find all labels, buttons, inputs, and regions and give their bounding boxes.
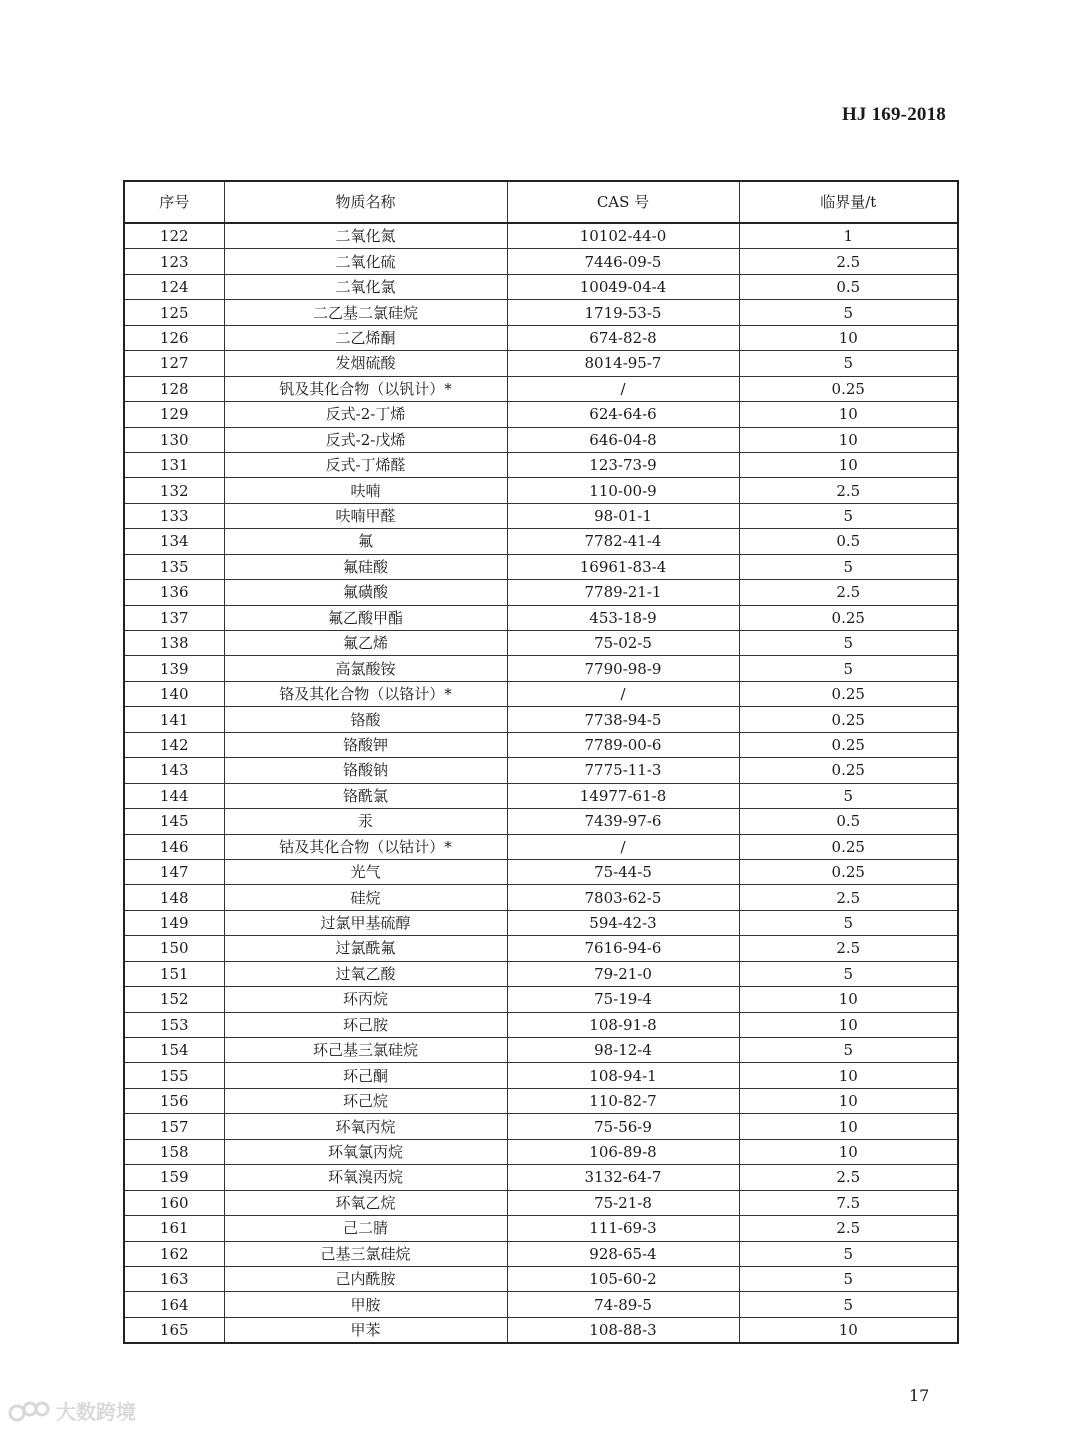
cell-cas-number: 594-42-3 [507, 910, 739, 935]
cell-index: 145 [124, 809, 224, 834]
cell-cas-number: 108-91-8 [507, 1012, 739, 1037]
cell-index: 126 [124, 325, 224, 350]
cell-cas-number: 10102-44-0 [507, 223, 739, 249]
cell-cas-number: / [507, 376, 739, 401]
cell-index: 163 [124, 1266, 224, 1291]
cell-index: 129 [124, 402, 224, 427]
table-row [124, 834, 958, 859]
cell-substance-name: 呋喃甲醛 [224, 503, 507, 528]
table-row [124, 376, 958, 401]
cell-cas-number: 10049-04-4 [507, 274, 739, 299]
cell-threshold: 5 [739, 1241, 958, 1266]
cell-index: 165 [124, 1317, 224, 1343]
cell-index: 143 [124, 758, 224, 783]
table-row [124, 605, 958, 630]
cell-index: 128 [124, 376, 224, 401]
cell-substance-name: 环己烷 [224, 1088, 507, 1113]
cell-index: 133 [124, 503, 224, 528]
cell-index: 164 [124, 1292, 224, 1317]
cell-cas-number: 7775-11-3 [507, 758, 739, 783]
table-row [124, 503, 958, 528]
column-header-index: 序号 [124, 181, 224, 223]
table-row [124, 325, 958, 350]
cell-index: 124 [124, 274, 224, 299]
cell-cas-number: / [507, 834, 739, 859]
cell-threshold: 10 [739, 452, 958, 477]
cell-cas-number: 7616-94-6 [507, 936, 739, 961]
table-row [124, 987, 958, 1012]
cell-threshold: 5 [739, 631, 958, 656]
table-row [124, 529, 958, 554]
cell-cas-number: 7789-00-6 [507, 732, 739, 757]
table-row [124, 554, 958, 579]
table-row [124, 249, 958, 274]
cell-index: 135 [124, 554, 224, 579]
cell-index: 136 [124, 580, 224, 605]
cell-cas-number: 928-65-4 [507, 1241, 739, 1266]
cell-threshold: 10 [739, 1139, 958, 1164]
cell-substance-name: 反式-2-丁烯 [224, 402, 507, 427]
cell-threshold: 5 [739, 1292, 958, 1317]
table-row [124, 223, 958, 249]
cell-threshold: 5 [739, 1266, 958, 1291]
cell-index: 160 [124, 1190, 224, 1215]
cell-substance-name: 过氧乙酸 [224, 961, 507, 986]
cell-substance-name: 己基三氯硅烷 [224, 1241, 507, 1266]
substance-table [123, 180, 959, 1344]
cell-substance-name: 氟 [224, 529, 507, 554]
cell-cas-number: 1719-53-5 [507, 300, 739, 325]
table-row [124, 452, 958, 477]
cell-substance-name: 铬酸 [224, 707, 507, 732]
cell-cas-number: 105-60-2 [507, 1266, 739, 1291]
cell-threshold: 0.25 [739, 758, 958, 783]
cell-threshold: 2.5 [739, 249, 958, 274]
cell-threshold: 0.25 [739, 834, 958, 859]
cell-substance-name: 环氧乙烷 [224, 1190, 507, 1215]
cell-cas-number: 7789-21-1 [507, 580, 739, 605]
cell-index: 132 [124, 478, 224, 503]
table-row [124, 274, 958, 299]
cell-threshold: 2.5 [739, 936, 958, 961]
table-row [124, 961, 958, 986]
cell-index: 157 [124, 1114, 224, 1139]
cell-substance-name: 过氯甲基硫醇 [224, 910, 507, 935]
cell-index: 150 [124, 936, 224, 961]
cell-substance-name: 铬酸钾 [224, 732, 507, 757]
cell-threshold: 0.25 [739, 707, 958, 732]
cell-cas-number: 74-89-5 [507, 1292, 739, 1317]
cell-substance-name: 氟硅酸 [224, 554, 507, 579]
cell-substance-name: 汞 [224, 809, 507, 834]
cell-index: 123 [124, 249, 224, 274]
table-row [124, 681, 958, 706]
cell-substance-name: 铬酸钠 [224, 758, 507, 783]
cell-threshold: 1 [739, 223, 958, 249]
cell-index: 159 [124, 1165, 224, 1190]
column-header-cas: CAS 号 [507, 181, 739, 223]
cell-index: 158 [124, 1139, 224, 1164]
cell-threshold: 10 [739, 987, 958, 1012]
table-row [124, 1063, 958, 1088]
cell-threshold: 2.5 [739, 1165, 958, 1190]
cell-cas-number: 111-69-3 [507, 1216, 739, 1241]
page-number: 17 [909, 1386, 930, 1405]
table-row [124, 478, 958, 503]
cell-index: 151 [124, 961, 224, 986]
cell-threshold: 0.25 [739, 376, 958, 401]
table-row [124, 1216, 958, 1241]
cell-cas-number: 453-18-9 [507, 605, 739, 630]
cell-index: 152 [124, 987, 224, 1012]
document-code: HJ 169-2018 [841, 104, 946, 125]
cell-threshold: 0.25 [739, 605, 958, 630]
cell-cas-number: 3132-64-7 [507, 1165, 739, 1190]
cell-cas-number: 75-21-8 [507, 1190, 739, 1215]
cell-substance-name: 钴及其化合物（以钴计）* [224, 834, 507, 859]
cell-threshold: 5 [739, 300, 958, 325]
cell-cas-number: 7738-94-5 [507, 707, 739, 732]
cell-substance-name: 二氧化氮 [224, 223, 507, 249]
cell-threshold: 10 [739, 1317, 958, 1343]
cell-substance-name: 甲苯 [224, 1317, 507, 1343]
cell-threshold: 10 [739, 1012, 958, 1037]
cell-cas-number: 7790-98-9 [507, 656, 739, 681]
cell-cas-number: 75-56-9 [507, 1114, 739, 1139]
cell-substance-name: 环丙烷 [224, 987, 507, 1012]
cell-index: 146 [124, 834, 224, 859]
cell-index: 161 [124, 1216, 224, 1241]
cell-substance-name: 光气 [224, 859, 507, 884]
table-row [124, 427, 958, 452]
cell-index: 154 [124, 1038, 224, 1063]
cell-threshold: 0.25 [739, 859, 958, 884]
cell-threshold: 5 [739, 783, 958, 808]
cell-cas-number: 16961-83-4 [507, 554, 739, 579]
cell-index: 122 [124, 223, 224, 249]
cell-index: 139 [124, 656, 224, 681]
table-row [124, 300, 958, 325]
cell-cas-number: 7446-09-5 [507, 249, 739, 274]
cell-threshold: 10 [739, 1114, 958, 1139]
table-row [124, 910, 958, 935]
brand-logo-icon [8, 1397, 52, 1425]
cell-cas-number: 75-19-4 [507, 987, 739, 1012]
cell-index: 138 [124, 631, 224, 656]
cell-cas-number: 110-82-7 [507, 1088, 739, 1113]
cell-cas-number: 108-94-1 [507, 1063, 739, 1088]
cell-index: 140 [124, 681, 224, 706]
cell-threshold: 5 [739, 1038, 958, 1063]
table-row [124, 732, 958, 757]
cell-index: 144 [124, 783, 224, 808]
cell-substance-name: 高氯酸铵 [224, 656, 507, 681]
cell-substance-name: 过氯酰氟 [224, 936, 507, 961]
cell-index: 153 [124, 1012, 224, 1037]
cell-substance-name: 环己胺 [224, 1012, 507, 1037]
cell-cas-number: 674-82-8 [507, 325, 739, 350]
cell-cas-number: / [507, 681, 739, 706]
table-row [124, 1190, 958, 1215]
cell-threshold: 5 [739, 910, 958, 935]
cell-index: 156 [124, 1088, 224, 1113]
cell-cas-number: 79-21-0 [507, 961, 739, 986]
cell-substance-name: 反式-2-戊烯 [224, 427, 507, 452]
table-row [124, 1012, 958, 1037]
table-row [124, 1292, 958, 1317]
cell-cas-number: 98-12-4 [507, 1038, 739, 1063]
cell-cas-number: 14977-61-8 [507, 783, 739, 808]
table-header [124, 181, 958, 223]
cell-index: 134 [124, 529, 224, 554]
cell-threshold: 10 [739, 402, 958, 427]
table-body [124, 223, 958, 1343]
table-row [124, 351, 958, 376]
cell-cas-number: 7803-62-5 [507, 885, 739, 910]
cell-cas-number: 624-64-6 [507, 402, 739, 427]
cell-substance-name: 环己酮 [224, 1063, 507, 1088]
cell-substance-name: 环氧溴丙烷 [224, 1165, 507, 1190]
table-row [124, 1266, 958, 1291]
table-row [124, 1038, 958, 1063]
cell-threshold: 10 [739, 427, 958, 452]
column-header-threshold: 临界量/t [739, 181, 958, 223]
cell-substance-name: 氟磺酸 [224, 580, 507, 605]
cell-threshold: 0.25 [739, 732, 958, 757]
table-row [124, 1317, 958, 1343]
cell-cas-number: 7439-97-6 [507, 809, 739, 834]
cell-substance-name: 环氧丙烷 [224, 1114, 507, 1139]
cell-cas-number: 108-88-3 [507, 1317, 739, 1343]
cell-index: 142 [124, 732, 224, 757]
cell-cas-number: 646-04-8 [507, 427, 739, 452]
cell-substance-name: 己二腈 [224, 1216, 507, 1241]
cell-substance-name: 硅烷 [224, 885, 507, 910]
watermark [8, 1396, 136, 1425]
cell-threshold: 5 [739, 656, 958, 681]
table-row [124, 656, 958, 681]
table-row [124, 580, 958, 605]
cell-threshold: 0.5 [739, 809, 958, 834]
cell-threshold: 0.5 [739, 274, 958, 299]
cell-index: 130 [124, 427, 224, 452]
watermark-text: 大数跨境 [56, 1400, 136, 1424]
cell-substance-name: 二氧化硫 [224, 249, 507, 274]
cell-substance-name: 环己基三氯硅烷 [224, 1038, 507, 1063]
cell-substance-name: 钒及其化合物（以钒计）* [224, 376, 507, 401]
cell-index: 127 [124, 351, 224, 376]
table-row [124, 783, 958, 808]
cell-substance-name: 铬酰氯 [224, 783, 507, 808]
cell-substance-name: 呋喃 [224, 478, 507, 503]
cell-threshold: 0.25 [739, 681, 958, 706]
cell-threshold: 5 [739, 351, 958, 376]
table-row [124, 1114, 958, 1139]
cell-threshold: 10 [739, 325, 958, 350]
cell-cas-number: 75-02-5 [507, 631, 739, 656]
table-row [124, 1139, 958, 1164]
cell-cas-number: 75-44-5 [507, 859, 739, 884]
cell-cas-number: 98-01-1 [507, 503, 739, 528]
cell-index: 131 [124, 452, 224, 477]
cell-substance-name: 氟乙酸甲酯 [224, 605, 507, 630]
table-row [124, 1165, 958, 1190]
cell-substance-name: 甲胺 [224, 1292, 507, 1317]
cell-threshold: 0.5 [739, 529, 958, 554]
table-row [124, 936, 958, 961]
cell-substance-name: 二氧化氯 [224, 274, 507, 299]
cell-threshold: 5 [739, 503, 958, 528]
table-row [124, 885, 958, 910]
cell-substance-name: 铬及其化合物（以铬计）* [224, 681, 507, 706]
cell-index: 162 [124, 1241, 224, 1266]
cell-threshold: 5 [739, 961, 958, 986]
cell-index: 155 [124, 1063, 224, 1088]
table-row [124, 1088, 958, 1113]
table-row [124, 631, 958, 656]
table-row [124, 859, 958, 884]
table-row [124, 758, 958, 783]
cell-substance-name: 反式-丁烯醛 [224, 452, 507, 477]
table-row [124, 707, 958, 732]
cell-cas-number: 8014-95-7 [507, 351, 739, 376]
table-row [124, 809, 958, 834]
cell-cas-number: 123-73-9 [507, 452, 739, 477]
cell-index: 141 [124, 707, 224, 732]
cell-index: 147 [124, 859, 224, 884]
cell-threshold: 10 [739, 1088, 958, 1113]
cell-index: 148 [124, 885, 224, 910]
cell-index: 125 [124, 300, 224, 325]
cell-threshold: 2.5 [739, 478, 958, 503]
cell-threshold: 2.5 [739, 1216, 958, 1241]
column-header-name: 物质名称 [224, 181, 507, 223]
cell-index: 149 [124, 910, 224, 935]
cell-cas-number: 110-00-9 [507, 478, 739, 503]
cell-threshold: 2.5 [739, 885, 958, 910]
cell-index: 137 [124, 605, 224, 630]
cell-threshold: 5 [739, 554, 958, 579]
cell-substance-name: 发烟硫酸 [224, 351, 507, 376]
header-row [124, 181, 958, 223]
cell-substance-name: 环氧氯丙烷 [224, 1139, 507, 1164]
table-row [124, 402, 958, 427]
cell-cas-number: 106-89-8 [507, 1139, 739, 1164]
cell-threshold: 7.5 [739, 1190, 958, 1215]
cell-cas-number: 7782-41-4 [507, 529, 739, 554]
cell-substance-name: 二乙基二氯硅烷 [224, 300, 507, 325]
cell-substance-name: 氟乙烯 [224, 631, 507, 656]
cell-threshold: 10 [739, 1063, 958, 1088]
cell-substance-name: 己内酰胺 [224, 1266, 507, 1291]
cell-substance-name: 二乙烯酮 [224, 325, 507, 350]
cell-threshold: 2.5 [739, 580, 958, 605]
table-row [124, 1241, 958, 1266]
